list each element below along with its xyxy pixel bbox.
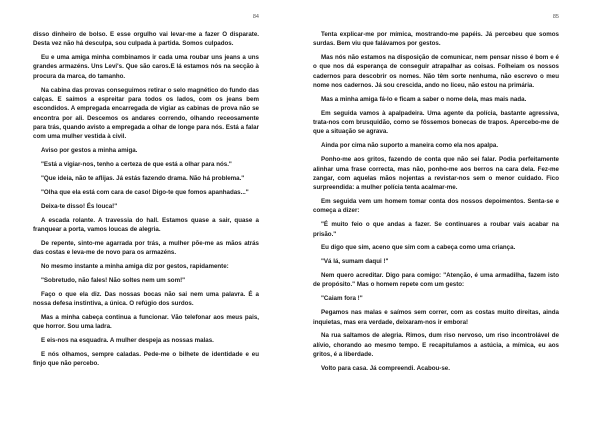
page-number: 84 [252, 14, 259, 20]
page-number: 85 [552, 14, 559, 20]
paragraph: "Caiam fora !" [321, 295, 363, 303]
page-text [313, 30, 559, 378]
paragraph: Tenta explicar-me por mímica, mostrando-me papéis. Já percebeu que somos surdas. Bem viu que falávamos por gestos. [313, 31, 559, 48]
paragraph: Na rua saltamos de alegria. Rimos, dum riso nervoso, um riso incontrolável de alívio, chorando ao mesmo tempo. E recapitulamos a astúcia, a mímica, eu aos gritos, é a liberdade. [313, 332, 559, 359]
paragraph: Eu digo que sim, aceno que sim com a cabeça como uma criança. [321, 244, 516, 252]
paragraph: Ainda por cima não suporto a maneira como ela nos apalpa. [321, 142, 499, 150]
paragraph: E eis-nos na esquadra. A mulher despeja as nossas malas. [41, 337, 214, 345]
paragraph: Aviso por gestos a minha amiga. [41, 147, 138, 155]
right-page [313, 0, 559, 424]
paragraph: "Sobretudo, não fales! Não soltes nem um som!" [41, 276, 186, 284]
paragraph: "É muito feio o que andas a fazer. Se continuares a roubar vais acabar na prisão." [313, 221, 559, 238]
paragraph: "Vá lá, sumam daqui !" [321, 258, 389, 266]
paragraph: Pegamos nas malas e saímos sem correr, com as costas muito direitas, ainda inquietas, mas era verdade, deixaram-nos ir embora! [313, 309, 559, 326]
paragraph: Mas a minha amiga fá-lo e ficam a saber o nome dela, mas mais nada. [321, 95, 527, 103]
paragraph: "Está a vigiar-nos, tenho a certeza de que está a olhar para nós." [41, 160, 232, 168]
paragraph: Em seguida vem um homem tomar conta dos nossos depoimentos. Senta-se e começa a dizer: [313, 198, 559, 215]
paragraph: Mas nós não estamos na disposição de comunicar, nem pensar nisso é bom e é o que nos dá esperança de conseguir atrapalhar as coisas. Folheiam os nossos cadernos para descobrir os nomes. Não têm sorte nenhuma, não escrevo o meu nome nos cadernos. Já sou crescida, ando no liceu, não estou na primária. [313, 54, 559, 90]
paragraph: "Olha que ela está com cara de caso! Digo-te que fomos apanhadas..." [41, 188, 249, 196]
page-text [33, 30, 259, 373]
paragraph: Deixa-te disso! És louca!" [41, 202, 118, 210]
paragraph: Mas a minha cabeça continua a funcionar. Vão telefonar aos meus pais, que horror. Sou uma ladra. [33, 313, 259, 331]
paragraph: Na cabina das provas conseguimos retirar o selo magnético do fundo das calças. E saímos a espreitar para todos os lados, com os jeans bem escondidos. A empregada encarregada de vigiar as cabinas de prova não se encontra por ali. Descemos os andares correndo, olhando receosamente para trás, quando avisto a empregada a olhar de longe para nós. Está a falar com uma mulher vestida à civil. [33, 86, 259, 141]
paragraph: Faço o que ela diz. Das nossas bocas não sai nem uma palavra. É a nossa defesa instintiva, a única. O refúgio dos surdos. [33, 290, 259, 307]
paragraph: disso dinheiro de bolso. E esse orgulho vai levar-me a fazer O disparate. Desta vez não há desculpa, sou culpada à partida. Somos culpados. [33, 31, 259, 48]
paragraph: A escada rolante. A travessia do hall. Estamos quase a sair, quase a franquear a porta, vamos loucas de alegria. [33, 216, 259, 233]
paragraph: Ponho-me aos gritos, fazendo de conta que não sei falar. Podia perfeitamente alinhar uma frase correcta, mas não, ponho-me aos berros na cara dela. Fez-me zangar, com aquelas mãos nojentas a revistar-nos sem o menor cuidado. Fico surpreendida: a mulher polícia tenta acalmar-me. [313, 156, 559, 192]
paragraph: E nós olhamos, sempre caladas. Pede-me o bilhete de identidade e eu finjo que não percebo. [33, 350, 259, 368]
paragraph: Em seguida vamos à apalpadeira. Uma agente da polícia, bastante agressiva, trata-nos com brusquidão, como se fôssemos bonecas de trapos. Apercebo-me de que a situação se agrava. [313, 109, 559, 136]
paragraph: De repente, sinto-me agarrada por trás, a mulher põe-me as mãos atrás das costas e leva-me de novo para os armazéns. [33, 239, 259, 256]
paragraph: "Que ideia, não te aflijas. Já estás fazendo drama. Não há problema." [41, 174, 245, 182]
paragraph: Nem quero acreditar. Digo para comigo: "Atenção, é uma armadilha, fazem isto de propósito." Mas o homem repete com um gesto: [313, 272, 559, 289]
paragraph: Eu e uma amiga minha combinamos ir cada uma roubar uns jeans a uns grandes armazéns. Uns Levi's. Que são caros.E lá estamos nós na secção à procura da marca, do tamanho. [33, 54, 259, 80]
paragraph: No mesmo instante a minha amiga diz por gestos, rapidamente: [41, 262, 229, 270]
paragraph: Volto para casa. Já compreendi. Acabou-se. [321, 364, 450, 372]
left-page [33, 0, 259, 424]
